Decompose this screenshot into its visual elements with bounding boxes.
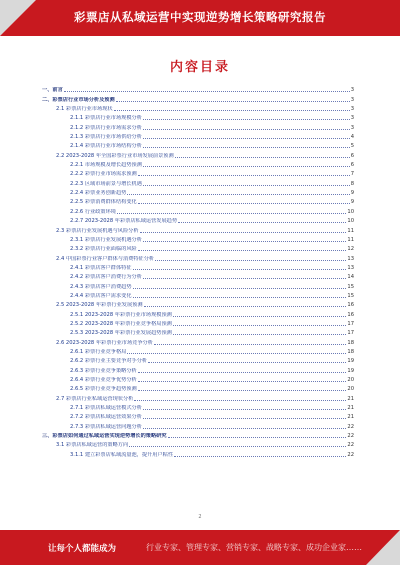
toc-entry[interactable]: [42, 252, 354, 261]
toc-entry-page: 3: [350, 106, 354, 113]
toc-leader-dots: [173, 334, 347, 335]
footer-corner-decoration: [366, 530, 400, 565]
toc-entry-page: 22: [347, 423, 354, 430]
toc-entry-text: 2.7.1 彩票店私域运营模式分析: [70, 405, 142, 412]
toc-leader-dots: [133, 288, 347, 289]
toc-entry-text: 2.4.3 彩票店客户消费趋势: [70, 283, 132, 290]
toc-entry-page: 7: [350, 171, 354, 178]
toc-entry[interactable]: [42, 187, 354, 196]
toc-leader-dots: [143, 119, 350, 120]
toc-entry-text: 2.2.5 彩票消费群体结构变化: [70, 199, 137, 206]
toc-entry-text: 2.1.1 彩票店行业市场规模分析: [70, 115, 142, 122]
toc-leader-dots: [117, 213, 346, 214]
toc-entry[interactable]: [42, 234, 354, 243]
toc-leader-dots: [127, 194, 349, 195]
toc-entry-page: 21: [347, 405, 354, 412]
toc-entry-text: 2.2.1 市场规模及增长趋势预测: [70, 162, 142, 169]
toc-entry-text: 2.4.2 彩票店客户消费行为分析: [70, 274, 142, 281]
toc-entry-text: 2.5 2023-2028 年彩票行业发展预测: [56, 302, 143, 309]
toc-entry-page: 6: [350, 162, 354, 169]
toc-entry-page: 15: [347, 292, 354, 299]
toc-entry[interactable]: [42, 336, 354, 345]
toc-leader-dots: [143, 129, 350, 130]
toc-entry-page: 17: [347, 320, 354, 327]
toc-entry[interactable]: [42, 402, 354, 411]
toc-entry[interactable]: [42, 318, 354, 327]
toc-entry[interactable]: [42, 327, 354, 336]
toc-entry-page: 20: [347, 377, 354, 383]
toc-entry-page: 19: [347, 367, 354, 374]
toc-entry-text: 2.4.1 彩票店客户群体特征: [70, 264, 132, 271]
toc-entry-page: 21: [347, 414, 354, 421]
toc-leader-dots: [143, 138, 350, 139]
toc-entry[interactable]: [42, 205, 354, 214]
toc-entry-text: 2.6 2023-2028 年彩票行业市场竞争分析: [56, 339, 153, 346]
toc-entry[interactable]: [42, 140, 354, 149]
toc-leader-dots: [173, 316, 347, 317]
toc-leader-dots: [168, 437, 347, 438]
toc-entry[interactable]: [42, 224, 354, 233]
toc-entry-page: 16: [347, 302, 354, 309]
toc-entry-page: 10: [347, 208, 354, 215]
toc-entry[interactable]: [42, 299, 354, 308]
toc-entry-text: 一、前言: [42, 87, 63, 94]
toc-leader-dots: [143, 241, 346, 242]
toc-entry-page: 22: [347, 433, 354, 440]
toc-entry[interactable]: [42, 374, 354, 383]
toc-entry[interactable]: [42, 168, 354, 177]
toc-leader-dots: [174, 456, 346, 457]
page-footer: [0, 530, 400, 565]
toc-entry[interactable]: [42, 346, 354, 355]
toc-entry[interactable]: [42, 308, 354, 317]
toc-leader-dots: [138, 372, 347, 373]
toc-entry[interactable]: [42, 131, 354, 140]
toc-entry[interactable]: [42, 355, 354, 364]
toc-entry-text: 2.2.7 2023-2028 年彩票店私域运营发展趋势: [70, 218, 178, 225]
toc-leader-dots: [140, 232, 347, 233]
toc-entry[interactable]: [42, 392, 354, 401]
toc-entry-page: 8: [350, 180, 354, 187]
toc-entry-text: 2.4.4 彩票店客户需求变化: [70, 292, 132, 299]
toc-entry[interactable]: [42, 364, 354, 373]
toc-entry-page: 18: [347, 339, 354, 346]
toc-entry-text: 三、彩票店如何通过私域运营实现逆势增长的策略研究: [42, 433, 167, 440]
toc-entry-page: 3: [350, 115, 354, 122]
toc-leader-dots: [138, 175, 350, 176]
toc-entry[interactable]: [42, 448, 354, 457]
toc-entry-text: 2.2.4 彩票业务创新趋势: [70, 190, 127, 197]
toc-leader-dots: [64, 91, 350, 92]
toc-entry-text: 2.3.2 彩票店行业面临的风险: [70, 246, 137, 253]
toc-leader-dots: [155, 260, 346, 261]
toc-entry-text: 2.2.3 区域市场前景与增长机遇: [70, 180, 142, 187]
toc-entry-text: 二、彩票店行业市场分析及预测: [42, 96, 115, 103]
toc-entry-page: 9: [350, 199, 354, 206]
report-title: 彩票店从私域运营中实现逆势增长策略研究报告: [74, 10, 326, 24]
toc-entry-page: 3: [350, 124, 354, 131]
toc-entry-text: 2.7.2 彩票店私域运营效果分析: [70, 414, 142, 421]
toc-leader-dots: [178, 222, 346, 223]
toc-entry-page: 13: [347, 255, 354, 262]
toc-leader-dots: [175, 157, 350, 158]
toc-leader-dots: [154, 344, 347, 345]
toc-entry-text: 2.5.2 2023-2028 年彩票行业竞争格局预测: [70, 320, 172, 327]
toc-entry-page: 9: [350, 190, 354, 197]
toc-entry-text: 2.1.2 彩票店行业市场需求分析: [70, 124, 142, 131]
toc-entry-page: 13: [347, 264, 354, 271]
toc-entry-text: 2.6.5 彩票行业竞争趋势预测: [70, 386, 137, 393]
toc-entry[interactable]: [42, 290, 354, 299]
toc-entry-text: 2.5.1 2023-2028 年彩票行业市场规模预测: [70, 311, 172, 318]
toc-leader-dots: [143, 147, 350, 148]
toc-entry-text: 2.2.6 行业政策环境: [70, 208, 116, 215]
toc-leader-dots: [138, 250, 347, 251]
toc-entry-page: 16: [347, 311, 354, 318]
toc-leader-dots: [144, 306, 347, 307]
toc-leader-dots: [143, 428, 346, 429]
toc-entry-text: 2.6.2 彩票行业主要竞争对手分析: [70, 358, 148, 365]
table-of-contents: [42, 84, 354, 458]
toc-entry-page: 11: [347, 227, 354, 234]
toc-leader-dots: [143, 409, 346, 410]
toc-leader-dots: [114, 110, 350, 111]
toc-leader-dots: [143, 185, 350, 186]
toc-leader-dots: [127, 353, 346, 354]
toc-entry-text: 2.1.4 彩票店行业市场结构分析: [70, 143, 142, 150]
toc-entry-text: 2.2.2 彩票行业市场需求预测: [70, 171, 137, 178]
toc-leader-dots: [133, 297, 347, 298]
toc-entry-text: 2.6.4 彩票行业竞争优势分析: [70, 377, 137, 383]
page-number: 2: [198, 514, 202, 520]
toc-entry[interactable]: [42, 262, 354, 271]
toc-entry-text: 2.7.3 彩票店私域运营问题分析: [70, 423, 142, 430]
toc-entry-text: 2.2 2023-2028 年全国彩票行业市场发展前景预测: [56, 152, 174, 159]
toc-entry[interactable]: [42, 420, 354, 429]
toc-leader-dots: [138, 381, 347, 382]
toc-heading: 内容目录: [169, 60, 230, 75]
toc-entry[interactable]: [42, 196, 354, 205]
toc-leader-dots: [134, 400, 346, 401]
toc-entry-page: 20: [347, 386, 354, 393]
toc-entry-text: 2.3 彩票店行业发展机遇与风险分析: [56, 227, 139, 234]
toc-entry-text: 2.1 彩票店行业市场现状: [56, 106, 113, 113]
toc-entry[interactable]: [42, 280, 354, 289]
toc-entry-page: 6: [350, 152, 354, 159]
toc-entry[interactable]: [42, 439, 354, 448]
toc-entry[interactable]: [42, 411, 354, 420]
toc-entry-text: 3.1 彩票店私域运营的策略方向: [56, 442, 129, 449]
toc-entry[interactable]: [42, 271, 354, 280]
toc-entry-page: 15: [347, 283, 354, 290]
toc-leader-dots: [129, 446, 346, 447]
toc-entry-text: 2.5.3 2023-2028 年彩票行业发展趋势预测: [70, 330, 172, 337]
toc-leader-dots: [133, 269, 347, 270]
toc-entry[interactable]: [42, 121, 354, 130]
toc-entry-text: 2.6.1 彩票行业竞争格局: [70, 348, 127, 355]
toc-entry-text: 2.1.3 彩票店行业市场供给分析: [70, 134, 142, 141]
toc-entry[interactable]: [42, 93, 354, 102]
footer-roles: 行业专家、管理专家、营销专家、战略专家、成功企业家……: [146, 543, 362, 552]
toc-entry-text: 2.7 彩票店行业私域运营现状分析: [56, 395, 134, 402]
toc-entry-text: 2.3.1 彩票店行业发展机遇分析: [70, 236, 142, 243]
toc-leader-dots: [138, 390, 347, 391]
toc-leader-dots: [148, 362, 346, 363]
toc-entry[interactable]: [42, 103, 354, 112]
toc-entry-page: 17: [347, 330, 354, 337]
toc-entry[interactable]: [42, 84, 354, 93]
toc-leader-dots: [143, 166, 350, 167]
toc-entry[interactable]: [42, 243, 354, 252]
toc-entry-page: 14: [347, 274, 354, 281]
footer-slogan: 让每个人都能成为: [48, 544, 117, 554]
toc-entry-page: 21: [347, 395, 354, 402]
toc-entry[interactable]: [42, 383, 354, 392]
toc-entry-page: 11: [347, 236, 354, 243]
toc-entry-page: 10: [347, 218, 354, 225]
toc-leader-dots: [116, 101, 350, 102]
toc-leader-dots: [138, 203, 350, 204]
toc-entry-page: 3: [350, 96, 354, 103]
toc-entry-page: 3: [350, 87, 354, 94]
toc-leader-dots: [143, 278, 346, 279]
toc-entry-page: 12: [347, 246, 354, 253]
toc-entry-text: 2.4 中国彩票行业客户群体与消费特征分析: [56, 255, 155, 262]
toc-entry[interactable]: [42, 430, 354, 439]
toc-entry[interactable]: [42, 112, 354, 121]
toc-entry-page: 18: [347, 348, 354, 355]
toc-entry-page: 22: [347, 442, 354, 449]
toc-entry[interactable]: [42, 177, 354, 186]
toc-entry-page: 19: [347, 358, 354, 365]
page-header: [0, 0, 400, 36]
toc-entry-page: 5: [350, 143, 354, 150]
toc-leader-dots: [143, 418, 346, 419]
toc-entry[interactable]: [42, 215, 354, 224]
toc-entry-page: 22: [347, 451, 354, 458]
toc-entry-page: 4: [350, 134, 354, 141]
toc-entry-text: 2.6.3 彩票行业竞争策略分析: [70, 367, 137, 374]
toc-leader-dots: [173, 325, 347, 326]
toc-entry[interactable]: [42, 149, 354, 158]
toc-entry[interactable]: [42, 159, 354, 168]
toc-entry-text: 3.1.1 建立彩票店私域流量池，提升用户粘性: [70, 451, 174, 458]
